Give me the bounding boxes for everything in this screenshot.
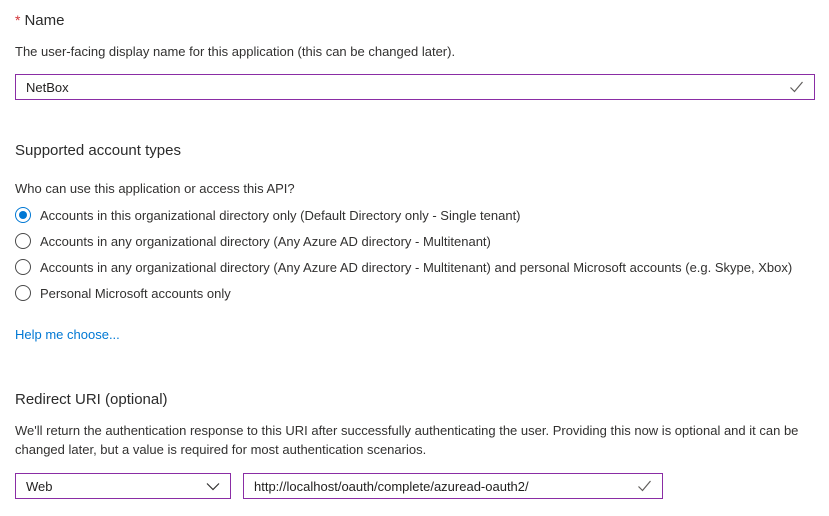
account-type-radio-option[interactable] [15,254,792,280]
radio-button-icon[interactable] [15,207,31,223]
checkmark-icon [789,81,804,93]
radio-option-label: Accounts in this organizational directory only (Default Directory only - Single tenant) [40,207,521,223]
help-me-choose-link[interactable]: Help me choose... [15,327,120,342]
radio-option-label: Accounts in any organizational directory (Any Azure AD directory - Multitenant) and personal Microsoft accounts (e.g. Skype, Xbox) [40,259,793,275]
name-input-container [15,74,815,100]
chevron-down-icon [206,482,220,491]
account-types-question: Who can use this application or access this API? [15,181,295,196]
radio-button-icon[interactable] [15,259,31,275]
name-description: The user-facing display name for this application (this can be changed later). [15,44,456,59]
account-type-radio-option[interactable] [15,280,792,306]
account-type-radio-option[interactable] [15,228,792,254]
radio-option-label: Personal Microsoft accounts only [40,285,231,301]
account-types-radio-group [15,202,792,306]
redirect-uri-input-container [243,473,663,499]
redirect-platform-dropdown-value: Web [26,478,53,494]
redirect-uri-section-title: Redirect URI (optional) [15,391,168,408]
radio-option-label: Accounts in any organizational directory (Any Azure AD directory - Multitenant) [40,233,491,249]
name-input[interactable] [26,80,781,95]
radio-button-icon[interactable] [15,233,31,249]
redirect-platform-dropdown[interactable] [15,473,231,499]
name-section-title [15,10,64,31]
required-asterisk: * [15,12,21,28]
checkmark-icon [637,480,652,492]
redirect-uri-input[interactable] [254,479,629,494]
radio-button-icon[interactable] [15,285,31,301]
name-section-title-text: Name [24,12,65,29]
account-type-radio-option[interactable] [15,202,792,228]
account-types-section-title: Supported account types [15,142,181,159]
redirect-uri-description: We'll return the authentication response to this URI after successfully authenticating the user. Providing this now is optional and it can be changed later, but a value is required for most authentication scenarios. [15,423,799,457]
